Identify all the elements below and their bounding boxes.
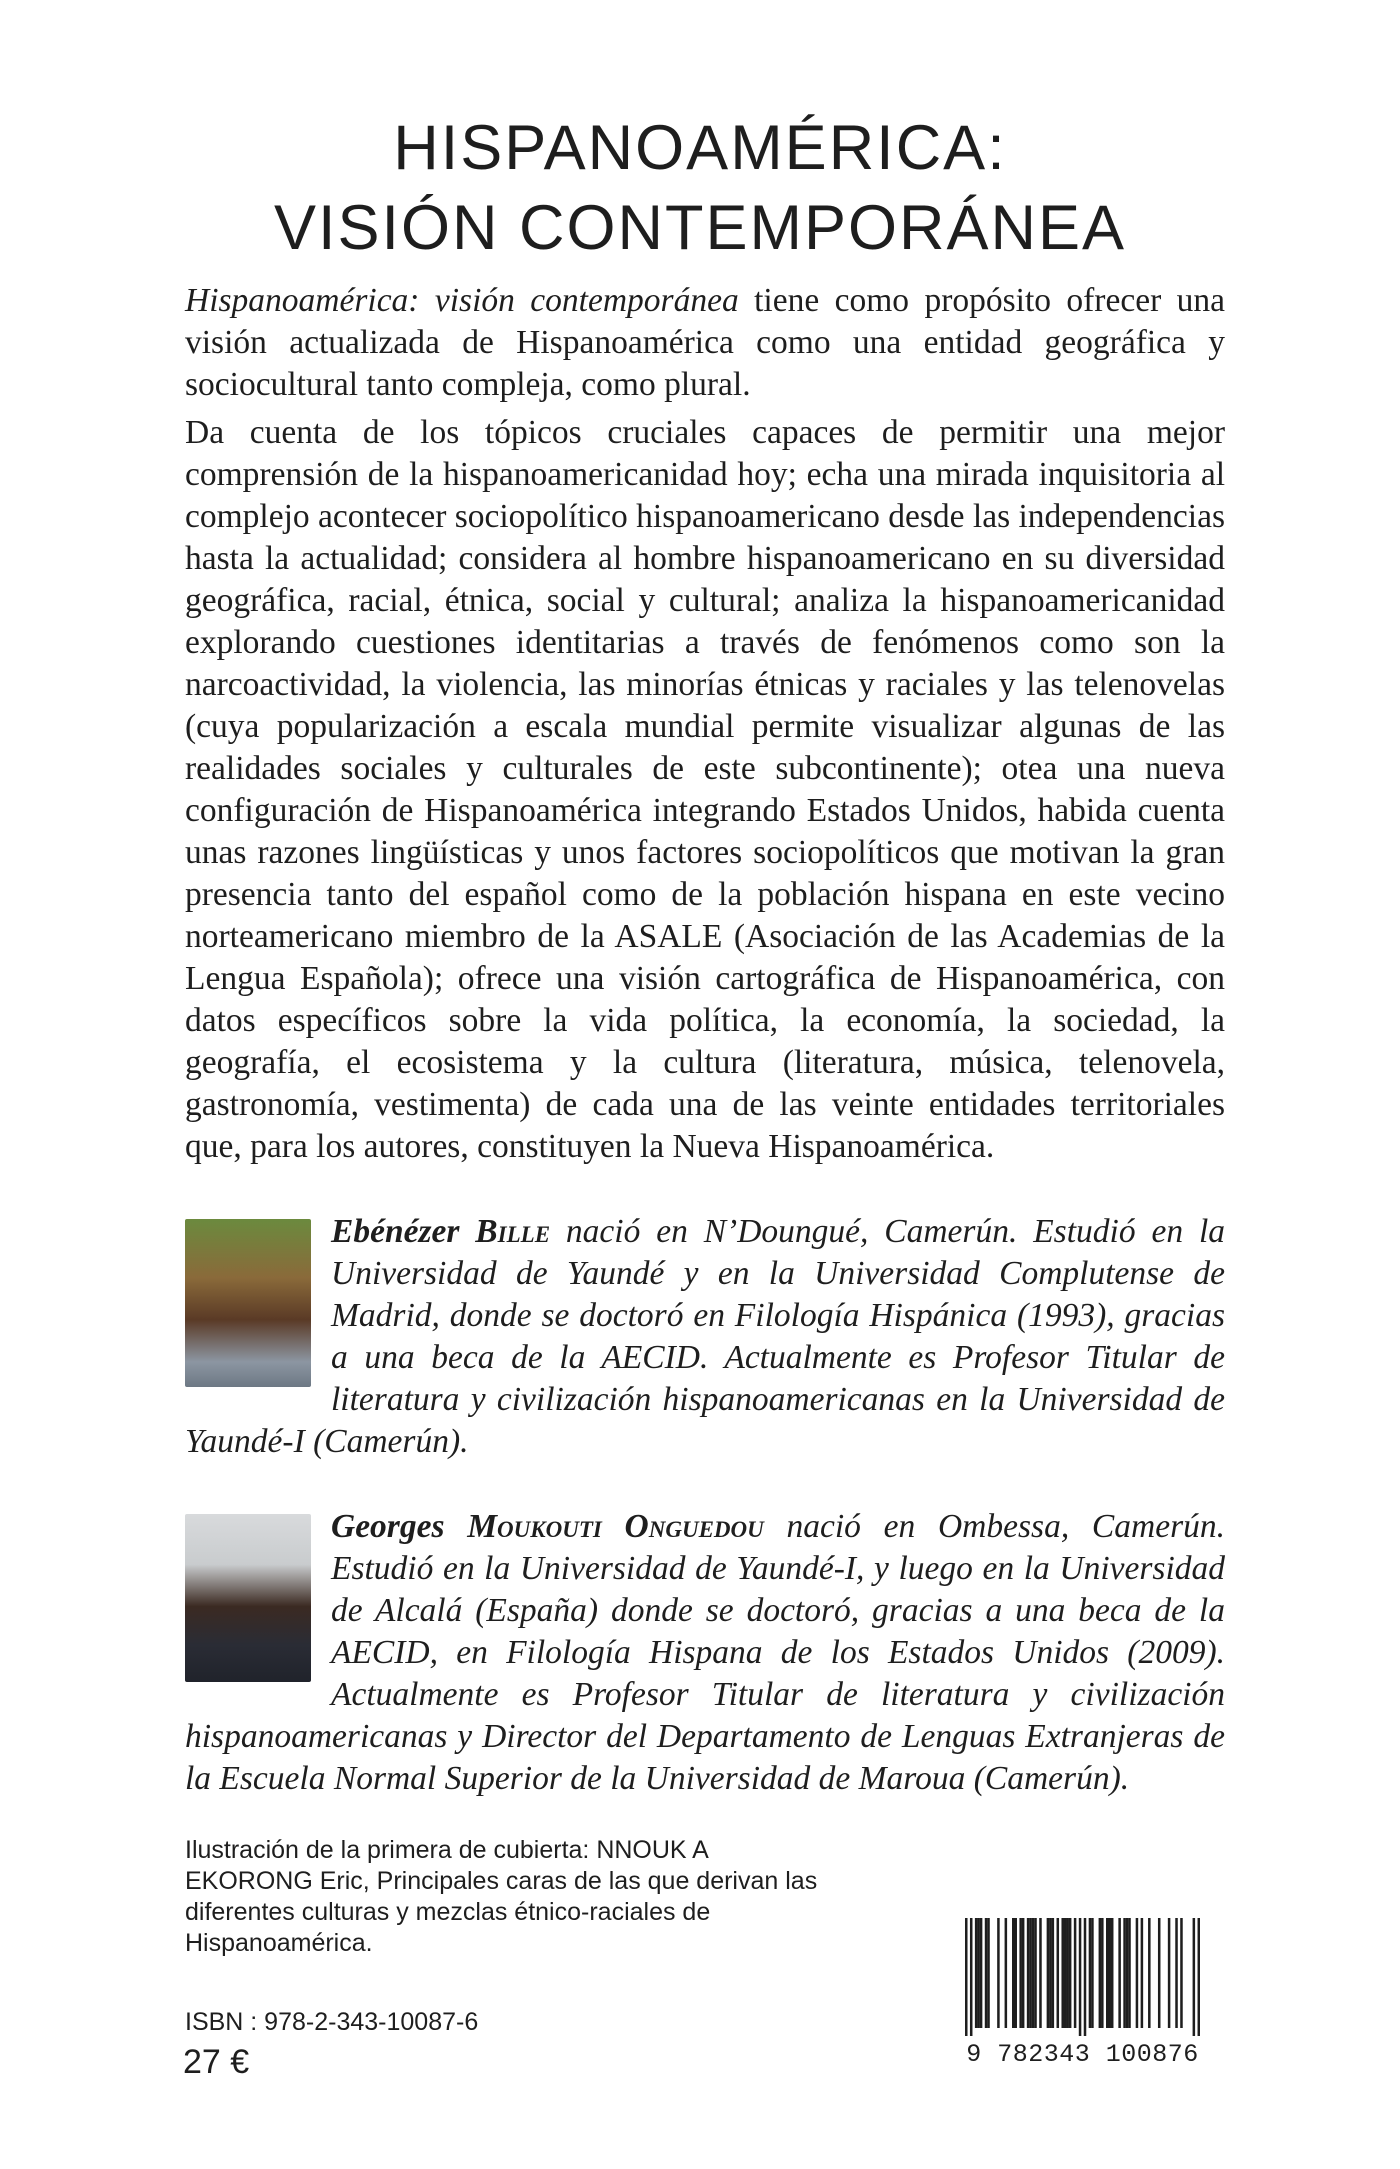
barcode-bar [987,1918,990,2028]
author-photo-1 [185,1219,311,1387]
barcode-bar [965,1918,968,2036]
barcode-bar [1084,1918,1087,2036]
barcode-bar [1118,1918,1121,2028]
barcode-bar [1022,1918,1025,2028]
barcode-bar [1099,1918,1102,2028]
barcode-bar [1108,1918,1111,2028]
cover-illustration-credit: Ilustración de la primera de cubierta: NNOUK A EKORONG Eric, Principales caras de las que derivan las diferentes culturas y mezclas étnico-raciales de Hispanoamérica. [185,1836,818,1957]
barcode-bar [997,1918,1000,2028]
barcode [955,1918,1210,2073]
barcode-bar [1012,1918,1015,2028]
barcode-bar [1069,1918,1072,2028]
barcode-bar [1136,1918,1139,2028]
barcode-bar [1141,1918,1144,2028]
barcode-bar [1168,1918,1171,2028]
barcode-bar [1198,1918,1200,2036]
author-1-bio: nació en N’Doungué, Camerún. Estudió en la Universidad de Yaundé y en la Universidad Complutense de Madrid, donde se doctoró en Filología Hispánica (1993), gracias a una beca de la AECID. Actualmente es Profesor Titular de literatura y civilización hispanoamericanas en la Universidad de Yaundé-I (Camerún). [185,1213,1226,1460]
barcode-bar [1019,1918,1022,2028]
author-photo-2 [185,1514,311,1682]
barcode-bar [1005,1918,1008,2028]
barcode-bar [1123,1918,1126,2028]
barcode-bar [1066,1918,1069,2028]
barcode-bar [1106,1918,1109,2028]
author-1-first-name: Ebénézer [331,1213,460,1250]
barcode-bar [1180,1918,1183,2028]
barcode-bar [1014,1918,1017,2028]
barcode-bar [1089,1918,1092,2028]
barcode-bar [1047,1918,1050,2028]
barcode-bar [1057,1918,1060,2028]
barcode-bar [1034,1918,1037,2028]
barcode-bar [1032,1918,1035,2028]
barcode-bar [1158,1918,1161,2028]
barcode-bar [1175,1918,1178,2028]
author-bio-2 [185,1506,1225,1800]
intro-book-title: Hispanoamérica: visión contemporánea [185,282,739,319]
barcode-bar [977,1918,980,2028]
barcode-bar [970,1918,973,2036]
book-title [0,108,1400,268]
barcode-bar [1128,1918,1131,2028]
barcode-bar [980,1918,983,2028]
barcode-bars [965,1918,1200,2036]
barcode-bar [1049,1918,1052,2028]
barcode-bar [1091,1918,1094,2028]
author-1-surname: Bille [475,1213,551,1250]
barcode-bar [1101,1918,1104,2028]
title-line-1: HISPANOAMÉRICA: [393,113,1007,183]
barcode-bar [1074,1918,1077,2028]
barcode-number: 9 782343 100876 [966,2040,1199,2069]
barcode-bar [1064,1918,1067,2028]
barcode-bar [1126,1918,1129,2028]
barcode-bar [1111,1918,1114,2028]
intro-paragraph-1-text: tiene como propósito ofrecer una visión actualizada de Hispanoamérica como una entidad geográfica y sociocultural tanto compleja, como plural. [185,282,1226,403]
barcode-bar [1079,1918,1082,2036]
barcode-bar [1052,1918,1055,2028]
author-2-bio: nació en Ombessa, Camerún. Estudió en la Universidad de Yaundé-I, y luego en la Universidad de Alcalá (España) donde se doctoró, gracias a una beca de la AECID, en Filología Hispana de los Estados Unidos (2009). Actualmente es Profesor Titular de literatura y civilización hispanoamericanas y Director del Departamento de Lenguas Extranjeras de la Escuela Normal Superior de la Universidad de Maroua (Camerún). [185,1508,1225,1797]
intro-paragraph-2 [185,412,1225,1168]
author-2-first-name: Georges [331,1508,445,1545]
isbn: ISBN : 978-2-343-10087-6 [185,2008,479,2036]
intro-paragraph-1 [185,280,1225,406]
barcode-bar [1029,1918,1032,2028]
author-bio-1 [185,1211,1225,1463]
barcode-bar [985,1918,988,2028]
barcode-bar [1193,1918,1196,2036]
intro-paragraph-2-text: Da cuenta de los tópicos cruciales capaces de permitir una mejor comprensión de la hispanoamericanidad hoy; echa una mirada inquisitoria al complejo acontecer sociopolítico hispanoamericano desde las independencias hasta la actualidad; considera al hombre hispanoamericano en su diversidad geográfica, racial, étnica, social y cultural; analiza la hispanoamericanidad explorando cuestiones identitarias a través de fenómenos como son la narcoactividad, la violencia, las minorías étnicas y raciales y las telenovelas (cuya popularización a escala mundial permite visualizar algunas de las realidades sociales y culturales de este subcontinente); otea una nueva configuración de Hispanoamérica integrando Estados Unidos, habida cuenta unas razones lingüísticas y unos factores sociopolíticos que motivan la gran presencia tanto del español como de la población hispana en este vecino norteamericano miembro de la ASALE (Asociación de las Academias de la Lengua Española); ofrece una visión cartográfica de Hispanoamérica, con datos específicos sobre la vida política, la economía, la sociedad, la geografía, el ecosistema y la cultura (literatura, música, telenovela, gastronomía, vestimenta) de cada una de las veinte entidades territoriales que, para los autores, constituyen la Nueva Hispanoamérica. [185,414,1225,1165]
barcode-bar [1027,1918,1030,2028]
barcode-bar [1061,1918,1064,2028]
price: 27 € [183,2043,250,2081]
barcode-bar [1039,1918,1042,2028]
barcode-bar [975,1918,978,2028]
barcode-bar [1148,1918,1151,2028]
author-2-surname: Moukouti Onguedou [467,1508,764,1545]
title-line-2: VISIÓN CONTEMPORÁNEA [273,193,1127,263]
